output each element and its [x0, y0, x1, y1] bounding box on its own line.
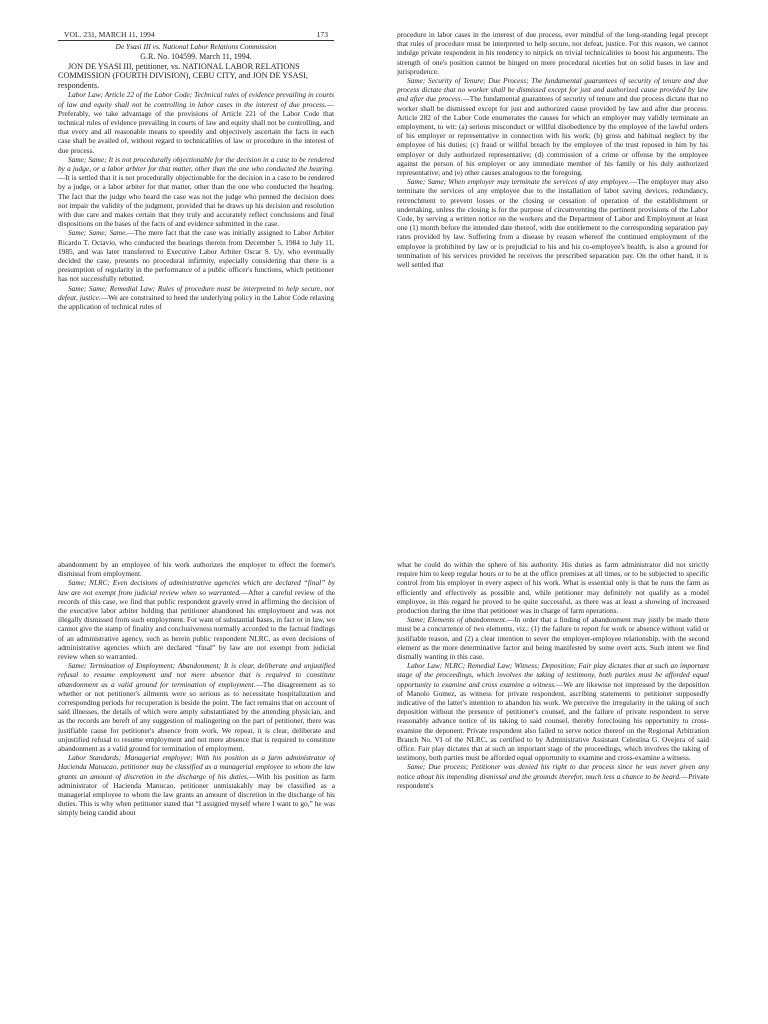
paragraph-lead: Labor Law; Article 22 of the Labor Code; Technical rules of evidence prevailing in courts of law and equity shall not be controlling in labor cases in the interest of due process. — [58, 90, 334, 109]
syllabus-paragraphs — [58, 90, 334, 311]
syllabus-paragraph — [58, 560, 335, 578]
header-rule — [58, 40, 334, 41]
syllabus-paragraph — [58, 228, 334, 283]
paragraph-body: —It is settled that it is not procedurally objectionable for the decision in a case to be rendered by a judge, or a labor arbiter for that matter, other than the one who conducted the hearing. The fact that the judge who heard the case was not the judge who penned the decision does not impair the validity of the judgment, provided that he draws up his decision and resolution with due care and makes certain that they truly and accurately reflect conclusions and final dispositions on the bases of the facts of and evidence submitted in the case. — [58, 173, 334, 229]
page2-right-column — [397, 560, 709, 1000]
paragraph-body: —The fundamental guarantees of security of tenure and due process dictate that no worker shall be dismissed except for just and authorized cause provided by law and after due process. Article 282 of the Labor Code enumerates the causes for which an employer may validly terminate an employment, to wit: (a) serious misconduct or willful disobedience by the employee of the lawful orders of his employer or representative in connection with his work; (b) gross and habitual neglect by the employee of his duties; (c) fraud or willful breach by the employee of the trust reposed in him by his employer or duly authorized representative; (d) commission of a crime or offense by the employee against the person of his employer or any immediate member of his family or his duly authorized representative; and (e) other causes analogous to the foregoing. — [397, 94, 708, 178]
syllabus-paragraph — [58, 284, 334, 312]
paragraph-lead: Same; Elements of abandonment. — [407, 615, 507, 625]
syllabus-paragraph — [58, 753, 335, 817]
paragraph-lead: Same; Same; It is not procedurally objectionable for the decision in a case to be rendered by a judge, or a labor arbiter for that matter, other than the one who conducted the hearing. — [58, 154, 334, 174]
syllabus-paragraph — [397, 177, 708, 269]
page1-right-column — [397, 30, 708, 330]
paragraph-lead: Same; Security of Tenure; Due Process; The fundamental guarantees of security of tenure and due process dictate that no worker shall be dismissed except for just and authorized cause provided by law and after due process. — [397, 76, 708, 104]
paragraph-lead: Same; NLRC; Even decisions of administrative agencies which are declared “final” by law are not exempt from judicial review when so warranted. — [58, 578, 335, 597]
syllabus-paragraph — [397, 76, 708, 177]
syllabus-paragraph — [58, 578, 335, 661]
paragraph-lead: Same; Termination of Employment; Abandonment; It is clear, deliberate and unjustified refusal to resume employment and not mere absence that is required to constitute abandonment as a valid ground for termination of employment. — [58, 661, 335, 689]
syllabus-paragraph — [397, 560, 709, 615]
syllabus-paragraph — [58, 661, 335, 753]
paragraph-body: —The employer may also terminate the services of any employee due to the installation of labor saving devices, redundancy, retrenchment to prevent losses or the closing or cessation of operation of the establishment or undertaking, unless the closing is for the purpose of circumventing the pertinent provisions of the Labor Code, by serving a written notice on the workers and the Department of Labor and Employment at least one (1) month before the intended date thereof, with due entitlement to the corresponding separation pay rates provided by law. Suffering from a disease by reason whereof the continued employment of the employee is prohibited by law or is prejudicial to his and his co-employee's health, is also a ground for termination of his services provided he receives the prescribed separation pay. On the other hand, it is well settled that — [397, 177, 708, 270]
paragraph-lead: Same; Same; When employer may terminate the services of any employee. — [407, 177, 631, 187]
syllabus-paragraph — [397, 615, 709, 661]
syllabus-paragraph — [397, 762, 709, 790]
paragraph-body: abandonment by an employee of his work authorizes the employer to effect the former's dismissal from employment. — [58, 560, 335, 579]
paragraph-body: —In order that a finding of abandonment may justly be made there must be a concurrence of two elements, viz.: (1) the failure to report for work or absence without valid or justifiable reason, and (2) a clear intention to sever the employer-employee relationship, with the second element as the more determinative factor and being manifested by some overt acts. Such intent we find dismally wanting in this case. — [397, 615, 709, 662]
paragraph-body: —We are likewise not impressed by the deposition of Manolo Gomez, as witness for private respondent, ascribing statements to petitioner supposedly indicative of the latter's intention to abandon his work. We perceive the irregularity in the taking of such deposition without the presence of petitioner's counsel, and the failure of private respondent to serve reasonably advance notice of its taking to said counsel, thereby foreclosing his opportunity to cross-examine the deponent. Private respondent also failed to serve notice thereof on the Regional Arbitration Branch No. VI of the NLRC, as certified to by Administrative Assistant Celestina G. Ovejera of said office. Fair play dictates that at such an important stage of the proceedings, which involves the taking of testimony, both parties must be afforded equal opportunity to examine and cross-examine a witness. — [397, 679, 709, 763]
paragraph-lead: Same; Due process; Petitioner was denied his right to due process since he was never given any notice about his impending dismissal and the grounds therefor, much less a chance to be heard. — [397, 762, 709, 781]
paragraph-body: —Preferably, we take advantage of the provisions of Article 221 of the Labor Code that technical rules of evidence prevailing in courts of law and equity shall not be controlling, and that every and all reasonable means to speedily and objectively ascertain the facts in each case shall be availed of, without regard to technicalities of law or procedure in the interest of due process. — [58, 99, 334, 155]
paragraph-body: —With his position as farm administrator of Hacienda Manucao, petitioner unmistakably may be classified as a managerial employee to whom the law grants an amount of discretion in the discharge of his duties. This is why when petitioner stated that “I assigned myself where I want to go,” he was simply being candid about — [58, 771, 335, 818]
case-number: G.R. No. 104599. March 11, 1994. — [140, 52, 252, 62]
syllabus-paragraph — [397, 661, 709, 762]
page-header — [58, 30, 334, 39]
syllabus-paragraphs — [58, 560, 335, 818]
syllabus-paragraph — [58, 155, 334, 229]
volume-date: VOL. 231, MARCH 11, 1994 — [64, 30, 155, 39]
page1-left-column — [58, 30, 334, 330]
paragraph-body: —Private respondent's — [397, 771, 709, 790]
paragraph-lead: Same; Same; Same. — [68, 228, 128, 238]
syllabus-paragraphs — [397, 560, 709, 790]
syllabus-paragraphs — [397, 30, 708, 269]
running-title: De Ysasi III vs. National Labor Relations Commission — [115, 42, 277, 52]
paragraph-body: —The mere fact that the case was initially assigned to Labor Arbiter Ricardo T. Octavio, who conducted the hearings therein from December 5, 1984 to July 11, 1985, and was later transferred to Executive Labor Arbiter Oscar S. Uy, who eventually decided the case, presents no procedural infirmity, especially considering that there is a presumption of regularity in the performance of a public officer's functions, which petitioner has not successfully rebutted. — [58, 228, 334, 284]
syllabus-paragraph — [397, 30, 708, 76]
paragraph-body: —We are constrained to heed the underlying policy in the Labor Code relaxing the application of technical rules of — [58, 292, 334, 312]
page2-left-column — [58, 560, 335, 1000]
paragraph-body: —The disagreement as to whether or not petitioner's ailments were so serious as to necessitate hospitalization and corresponding periods for recuperation is beside the point. The fact remains that on account of said illnesses, the details of which were amply substantiated by the attending physician, and as the records are bereft of any suggestion of malingering on the part of petitioner, there was justifiable cause for petitioner's absence from work. We repeat, it is clear, deliberate and unjustified refusal to resume employment and not mere absence that is required to constitute abandonment as a valid ground for termination of employment. — [58, 679, 335, 754]
paragraph-lead: Labor Standards; Managerial employee; With his position as a farm administrator of Hacienda Manucao, petitioner may be classified as a managerial employee to whom the law grants an amount of discretion in the discharge of his duties. — [58, 753, 335, 781]
paragraph-body: —After a careful review of the records of this case, we find that public respondent gravely erred in affirming the decision of the executive labor arbiter holding that petitioner abandoned his employment and was not illegally dismissed from such employment. For want of substantial bases, in fact or in law, we cannot give the stamp of finality and conclusiveness normally accorded to the factual findings of an administrative agency, such as herein public respondent NLRC, as even decisions of administrative agencies which are declared “final” by law are not exempt from judicial review when so warranted. — [58, 587, 335, 662]
case-parties: JON DE YSASI III, petitioner, vs. NATIONAL LABOR RELATIONS COMMISSION (FOURTH DIVISION), CEBU CITY, and JON DE YSASI, respondents. — [58, 61, 308, 90]
page-number: 173 — [316, 30, 328, 39]
paragraph-body: what he could do within the sphere of his authority. His duties as farm administrator did not strictly require him to keep regular hours or to be at the office premises at all times, or to be subjected to specific control from his employer in every aspect of his work. What is essential only is that he runs the farm as efficiently and effectively as possible and, while petitioner may definitely not qualify as a model employee, in this regard he proved to be quite successful, as there was at least a showing of increased production during the time that petitioner was in charge of farm operations. — [397, 560, 709, 616]
syllabus-paragraph — [58, 90, 334, 154]
paragraph-body: procedure in labor cases in the interest of due process, ever mindful of the long-standing legal precept that rules of procedure must be interpreted to help secure, not defeat, justice. For this reason, we cannot indulge private respondent in his tendency to nitpick on trivial technicalities to boost his arguments. The strength of one's position cannot be hinged on mere procedural niceties but on solid bases in law and jurisprudence. — [397, 30, 708, 76]
paragraph-lead: Same; Same; Remedial Law; Rules of procedure must be interpreted to help secure, not defeat, justice. — [58, 283, 334, 302]
paragraph-lead: Labor Law; NLRC; Remedial Law; Witness; Deposition; Fair play dictates that at such an important stage of the proceedings, which involves the taking of testimony, both parties must be afforded equal opportunity to examine and cross examine a witness. — [397, 661, 709, 689]
